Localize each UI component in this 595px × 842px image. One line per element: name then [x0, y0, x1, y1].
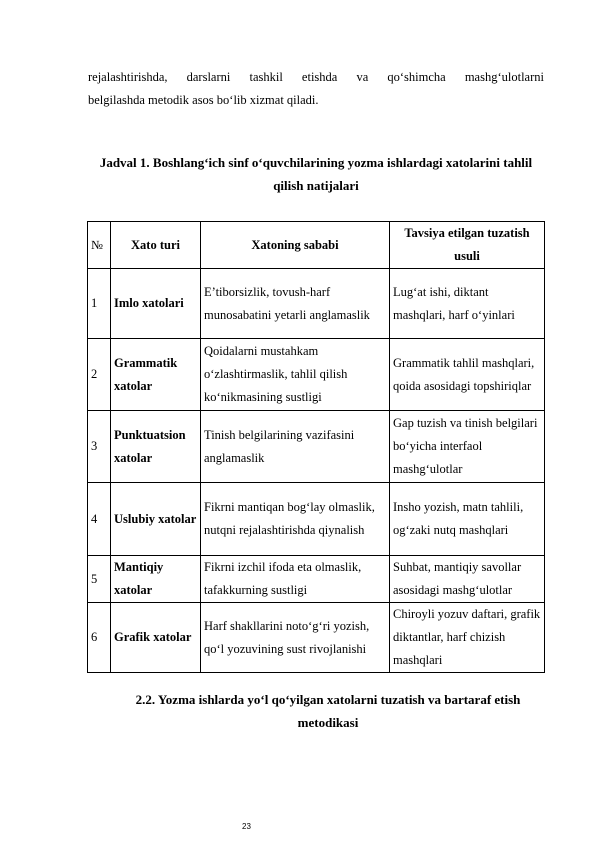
- row-number: 3: [88, 411, 111, 483]
- row-error-type: Punktuatsion xatolar: [111, 411, 201, 483]
- row-error-type: Grammatik xatolar: [111, 339, 201, 411]
- row-correction-method: Insho yozish, matn tahlili, og‘zaki nutq mashqlari: [390, 483, 545, 556]
- row-error-type: Grafik xatolar: [111, 603, 201, 673]
- row-error-cause: Fikrni mantiqan bog‘lay olmaslik, nutqni rejalashtirishda qiynalish: [201, 483, 390, 556]
- row-error-cause: Harf shakllarini noto‘g‘ri yozish, qo‘l yozuvining sust rivojlanishi: [201, 603, 390, 673]
- row-correction-method: Chiroyli yozuv daftari, grafik diktantlar, harf chizish mashqlari: [390, 603, 545, 673]
- table-row: [88, 603, 545, 673]
- intro-paragraph: [88, 66, 544, 112]
- row-correction-method: Suhbat, mantiqiy savollar asosidagi mashg‘ulotlar: [390, 556, 545, 603]
- header-correction-method: Tavsiya etilgan tuzatish usuli: [390, 222, 545, 269]
- row-correction-method: Lug‘at ishi, diktant mashqlari, harf o‘yinlari: [390, 269, 545, 339]
- table-row: [88, 556, 545, 603]
- header-number: №: [88, 222, 111, 269]
- row-error-cause: Qoidalarni mustahkam o‘zlashtirmaslik, tahlil qilish ko‘nikmasining sustligi: [201, 339, 390, 411]
- row-number: 6: [88, 603, 111, 673]
- row-error-cause: Fikrni izchil ifoda eta olmaslik, tafakkurning sustligi: [201, 556, 390, 603]
- row-correction-method: Gap tuzish va tinish belgilari bo‘yicha interfaol mashg‘ulotlar: [390, 411, 545, 483]
- header-error-cause: Xatoning sababi: [201, 222, 390, 269]
- row-error-cause: Tinish belgilarining vazifasini anglamaslik: [201, 411, 390, 483]
- page-number: 23: [242, 822, 251, 831]
- header-error-type: Xato turi: [111, 222, 201, 269]
- table-row: [88, 483, 545, 556]
- table-row: [88, 269, 545, 339]
- table-caption: Jadval 1. Boshlang‘ich sinf o‘quvchilarining yozma ishlardagi xatolarini tahlil qilish natijalari: [99, 155, 533, 193]
- row-error-type: Imlo xatolari: [111, 269, 201, 339]
- row-number: 5: [88, 556, 111, 603]
- errors-table: [87, 221, 545, 673]
- section-heading: 2.2. Yozma ishlarda yo‘l qo‘yilgan xatolarni tuzatish va bartaraf etish metodikasi: [135, 692, 521, 730]
- row-number: 1: [88, 269, 111, 339]
- intro-line-1: rejalashtirishda, darslarni tashkil etishda va qo‘shimcha mashg‘ulotlarni: [88, 70, 544, 84]
- row-number: 2: [88, 339, 111, 411]
- row-error-cause: E’tiborsizlik, tovush-harf munosabatini yetarli anglamaslik: [201, 269, 390, 339]
- row-error-type: Mantiqiy xatolar: [111, 556, 201, 603]
- row-number: 4: [88, 483, 111, 556]
- row-correction-method: Grammatik tahlil mashqlari, qoida asosidagi topshiriqlar: [390, 339, 545, 411]
- intro-line-2: belgilashda metodik asos bo‘lib xizmat qiladi.: [88, 93, 319, 107]
- table-header-row: [88, 222, 545, 269]
- row-error-type: Uslubiy xatolar: [111, 483, 201, 556]
- table-row: [88, 339, 545, 411]
- table-row: [88, 411, 545, 483]
